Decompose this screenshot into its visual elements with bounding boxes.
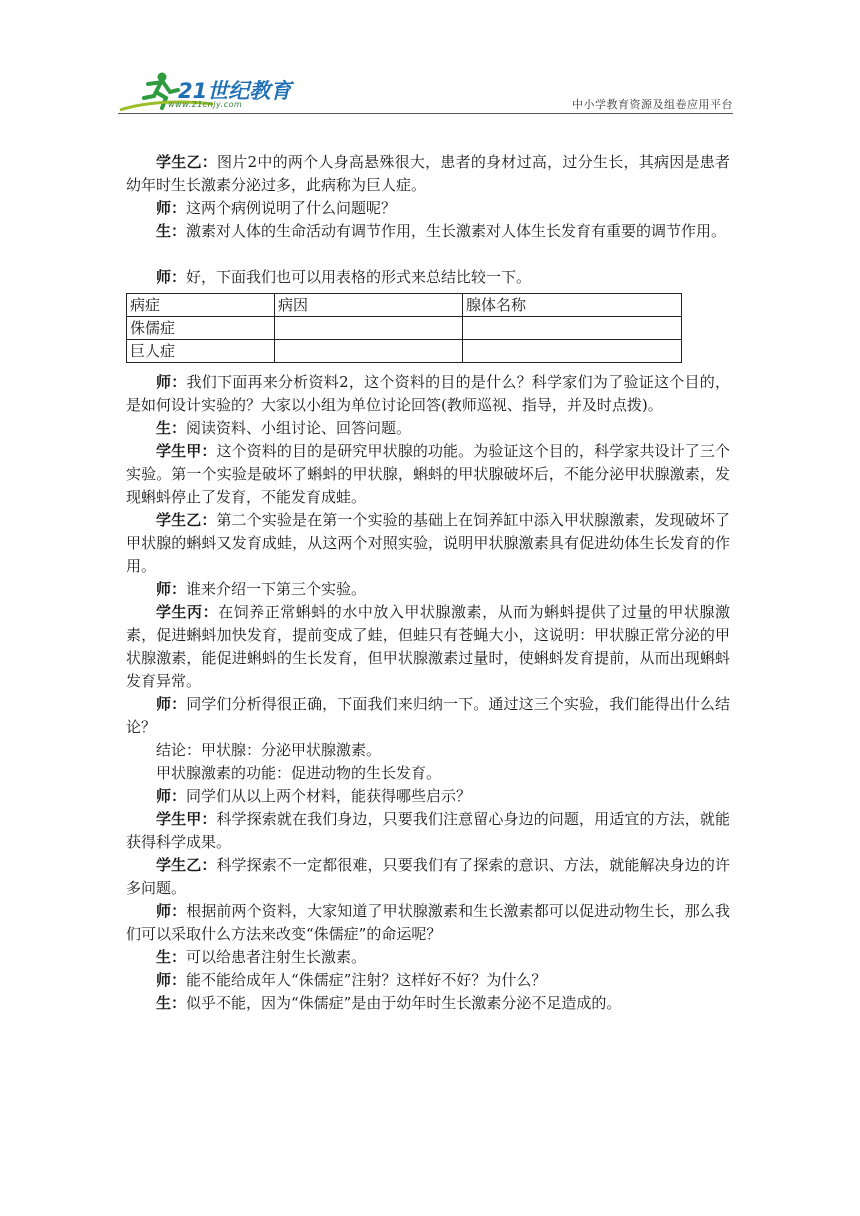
dialogue-paragraph <box>126 151 730 197</box>
dialogue-paragraph <box>126 371 730 417</box>
comparison-table <box>126 293 682 363</box>
paragraph-text: 根据前两个资料，大家知道了甲状腺激素和生长激素都可以促进动物生长，那么我们可以采取什么方法来改变“侏儒症”的命运呢？ <box>126 902 730 943</box>
speaker-label: 学生甲： <box>156 810 217 828</box>
dialogue-paragraph <box>126 969 730 992</box>
table-cell <box>463 340 682 363</box>
paragraph-text: 同学们分析得很正确，下面我们来归纳一下。通过这三个实验，我们能得出什么结论？ <box>126 695 730 736</box>
paragraph-text: 阅读资料、小组讨论、回答问题。 <box>186 419 412 437</box>
paragraph-text: 图片2中的两个人身高悬殊很大，患者的身材过高，过分生长，其病因是患者幼年时生长激素分泌过多，此病称为巨人症。 <box>126 153 730 194</box>
table-cell <box>275 317 463 340</box>
paragraph-text: 在饲养正常蝌蚪的水中放入甲状腺激素，从而为蝌蚪提供了过量的甲状腺激素，促进蝌蚪加快发育，提前变成了蛙，但蛙只有苍蝇大小，这说明：甲状腺正常分泌的甲状腺激素，能促进蝌蚪的生长发育，但甲状腺激素过量时，使蝌蚪发育提前，从而出现蝌蚪发育异常。 <box>126 603 730 690</box>
dialogue-paragraph <box>126 854 730 900</box>
paragraph-text: 这个资料的目的是研究甲状腺的功能。为验证这个目的，科学家共设计了三个实验。第一个实验是破坏了蝌蚪的甲状腺，蝌蚪的甲状腺破坏后，不能分泌甲状腺激素，发现蝌蚪停止了发育，不能发育成蛙。 <box>126 442 730 506</box>
speaker-label: 师： <box>156 902 187 920</box>
table-header-cell: 病症 <box>127 294 275 317</box>
dialogue-paragraph <box>126 601 730 693</box>
site-logo <box>118 68 308 116</box>
speaker-label: 学生乙： <box>156 511 217 529</box>
conclusion-line <box>126 739 730 762</box>
table-header-row <box>127 294 682 317</box>
speaker-label: 学生丙： <box>156 603 219 621</box>
paragraph-text: 激素对人体的生命活动有调节作用，生长激素对人体生长发育有重要的调节作用。 <box>186 222 727 240</box>
speaker-label: 师： <box>156 268 187 286</box>
table-cell <box>275 340 463 363</box>
paragraph-text: 科学探索不一定都很难，只要我们有了探索的意识、方法，就能解决身边的许多问题。 <box>126 856 730 897</box>
paragraph-text: 同学们从以上两个材料，能获得哪些启示？ <box>186 787 472 805</box>
table-cell: 巨人症 <box>127 340 275 363</box>
speaker-label: 师： <box>156 787 187 805</box>
speaker-label: 生： <box>156 994 187 1012</box>
paragraph-text: 结论：甲状腺：分泌甲状腺激素。 <box>156 741 382 759</box>
paragraph-text: 能不能给成年人“侏儒症”注射？这样好不好？为什么？ <box>186 971 547 989</box>
dialogue-paragraph <box>126 266 730 289</box>
paragraph-text: 甲状腺激素的功能：促进动物的生长发育。 <box>156 764 442 782</box>
dialogue-paragraph <box>126 197 730 220</box>
svg-text:21世纪教育: 21世纪教育 <box>178 79 292 103</box>
speaker-label: 学生乙： <box>156 856 217 874</box>
logo-url-text: www.21cnjy.com <box>168 100 243 109</box>
dialogue-paragraph <box>126 417 730 440</box>
dialogue-paragraph <box>126 220 730 243</box>
paragraph-text: 科学探索就在我们身边，只要我们注意留心身边的问题，用适宜的方法，就能获得科学成果。 <box>126 810 730 851</box>
table-cell: 侏儒症 <box>127 317 275 340</box>
paragraph-text: 可以给患者注射生长激素。 <box>186 948 367 966</box>
page-header <box>118 62 733 116</box>
speaker-label: 生： <box>156 948 187 966</box>
speaker-label: 师： <box>156 580 187 598</box>
paragraph-text: 好，下面我们也可以用表格的形式来总结比较一下。 <box>186 268 532 286</box>
table-header-cell: 腺体名称 <box>463 294 682 317</box>
paragraph-text: 谁来介绍一下第三个实验。 <box>186 580 367 598</box>
speaker-label: 生： <box>156 419 187 437</box>
speaker-label: 学生乙： <box>156 153 218 171</box>
speaker-label: 生： <box>156 222 187 240</box>
paragraph-text: 这两个病例说明了什么问题呢？ <box>186 199 397 217</box>
speaker-label: 师： <box>156 971 187 989</box>
dialogue-paragraph <box>126 509 730 578</box>
dialogue-paragraph <box>126 785 730 808</box>
table-row <box>127 340 682 363</box>
document-body <box>126 151 730 1015</box>
dialogue-paragraph <box>126 900 730 946</box>
spacer <box>126 243 730 266</box>
speaker-label: 学生甲： <box>156 442 217 460</box>
header-platform-name: 中小学教育资源及组卷应用平台 <box>572 98 733 111</box>
paragraph-text: 我们下面再来分析资料2，这个资料的目的是什么？科学家们为了验证这个目的，是如何设计实验的？大家以小组为单位讨论回答(教师巡视、指导，并及时点拨)。 <box>126 373 730 414</box>
dialogue-paragraph <box>126 440 730 509</box>
table-cell <box>463 317 682 340</box>
speaker-label: 师： <box>156 199 187 217</box>
table-row <box>127 317 682 340</box>
dialogue-paragraph <box>126 808 730 854</box>
dialogue-paragraph <box>126 992 730 1015</box>
table-header-cell: 病因 <box>275 294 463 317</box>
dialogue-paragraph <box>126 946 730 969</box>
speaker-label: 师： <box>156 373 187 391</box>
paragraph-text: 第二个实验是在第一个实验的基础上在饲养缸中添入甲状腺激素，发现破坏了甲状腺的蝌蚪又发育成蛙，从这两个对照实验，说明甲状腺激素具有促进幼体生长发育的作用。 <box>126 511 730 575</box>
conclusion-line <box>126 762 730 785</box>
header-divider <box>118 113 733 114</box>
paragraph-text: 似乎不能，因为“侏儒症”是由于幼年时生长激素分泌不足造成的。 <box>186 994 622 1012</box>
speaker-label: 师： <box>156 695 187 713</box>
dialogue-paragraph <box>126 693 730 739</box>
dialogue-paragraph <box>126 578 730 601</box>
